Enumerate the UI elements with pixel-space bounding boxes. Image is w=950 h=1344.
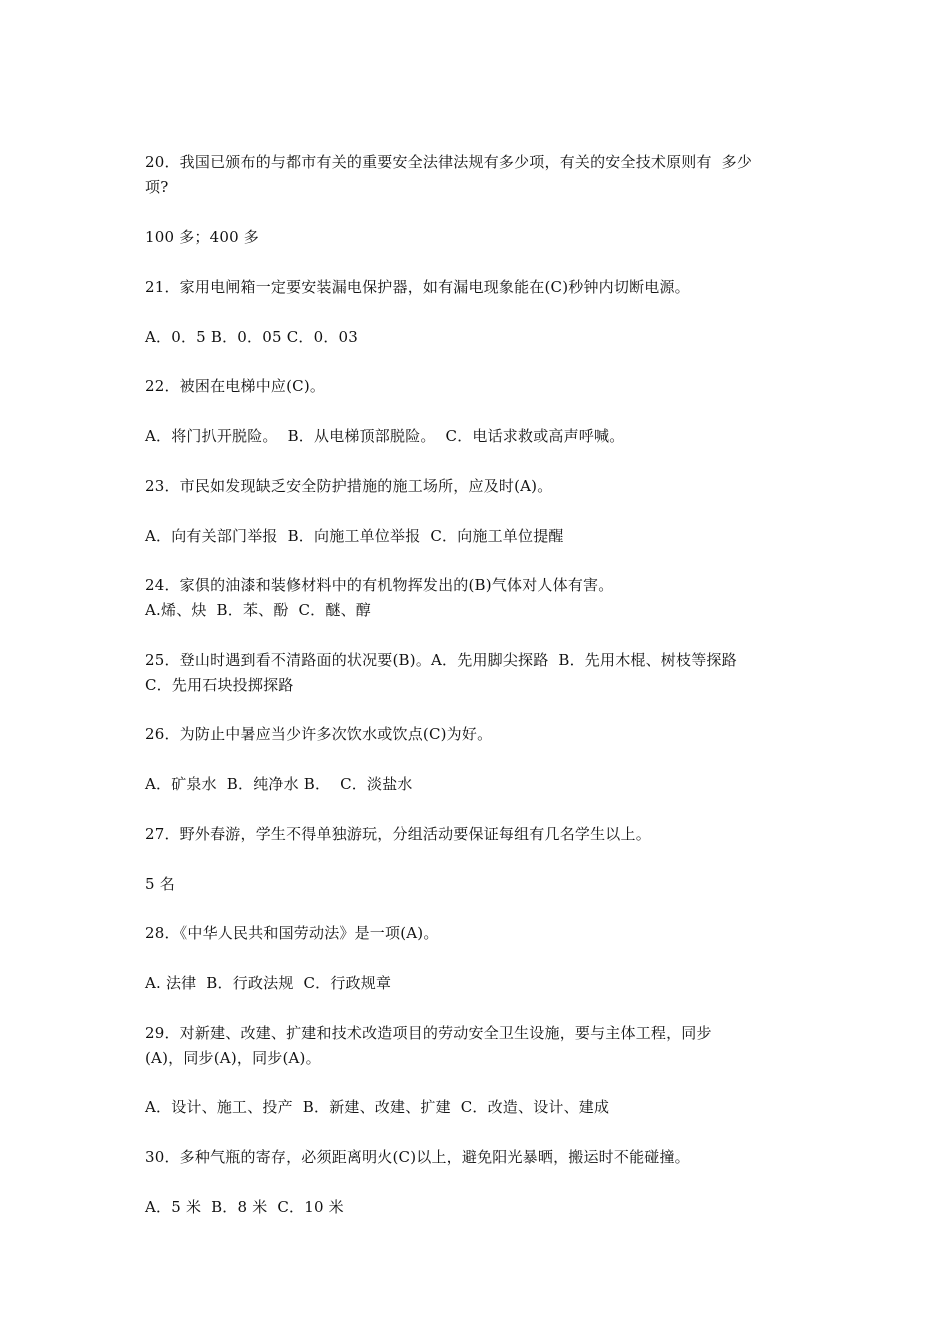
options-26: A．矿泉水 B．纯净水 B． C．淡盐水	[145, 775, 413, 793]
question-25-text-cont: C．先用石块投掷探路	[145, 676, 294, 694]
question-20-text: 20．我国已颁布的与都市有关的重要安全法律法规有多少项，有关的安全技术原则有 多少	[145, 153, 753, 171]
options-22: A．将门扒开脱险。 B．从电梯顶部脱险。 C．电话求救或高声呼喊。	[145, 427, 625, 445]
question-22-text: 22．被困在电梯中应(C)。	[145, 377, 326, 395]
question-30-text: 30．多种气瓶的寄存，必须距离明火(C)以上，避免阳光暴晒，搬运时不能碰撞。	[145, 1148, 690, 1166]
options-21: A．0．5 B．0．05 C．0．03	[145, 328, 359, 346]
options-29: A．设计、施工、投产 B．新建、改建、扩建 C．改造、设计、建成	[145, 1098, 610, 1116]
question-25-text: 25．登山时遇到看不清路面的状况要(B)。A．先用脚尖探路 B．先用木棍、树枝等探路	[145, 651, 737, 669]
question-26-text: 26．为防止中暑应当少许多次饮水或饮点(C)为好。	[145, 725, 493, 743]
question-28-text: 28．《中华人民共和国劳动法》是一项(A)。	[145, 924, 439, 942]
answer-20: 100 多；400 多	[145, 228, 259, 246]
options-30: A．5 米 B．8 米 C．10 米	[145, 1198, 344, 1216]
answer-27: 5 名	[145, 875, 175, 893]
question-21-text: 21．家用电闸箱一定要安装漏电保护器，如有漏电现象能在(C)秒钟内切断电源。	[145, 278, 690, 296]
options-23: A．向有关部门举报 B．向施工单位举报 C．向施工单位提醒	[145, 527, 564, 545]
question-29-text-cont: (A)，同步(A)，同步(A)。	[145, 1049, 321, 1067]
question-24-text: 24．家俱的油漆和装修材料中的有机物挥发出的(B)气体对人体有害。	[145, 576, 614, 594]
question-29-text: 29．对新建、改建、扩建和技术改造项目的劳动安全卫生设施，要与主体工程，同步	[145, 1024, 712, 1042]
options-24: A.烯、炔 B．苯、酚 C．醚、醇	[145, 601, 371, 619]
question-27-text: 27．野外春游，学生不得单独游玩，分组活动要保证每组有几名学生以上。	[145, 825, 651, 843]
question-23-text: 23．市民如发现缺乏安全防护措施的施工场所，应及时(A)。	[145, 477, 553, 495]
options-28: A. 法律 B．行政法规 C．行政规章	[145, 974, 392, 992]
question-20-text-cont: 项?	[145, 178, 169, 196]
